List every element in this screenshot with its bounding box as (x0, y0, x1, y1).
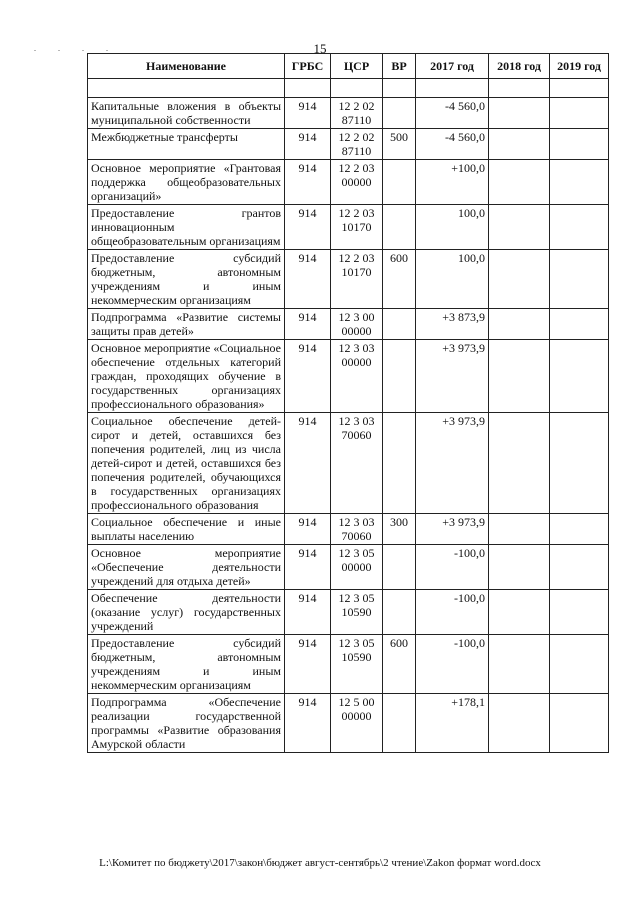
col-header-grbs: ГРБС (285, 54, 331, 79)
cell-grbs: 914 (285, 590, 331, 635)
col-header-2019: 2019 год (550, 54, 609, 79)
col-header-csr: ЦСР (331, 54, 383, 79)
cell-vr: 600 (383, 250, 416, 309)
cell-csr: 12 5 00 00000 (331, 694, 383, 753)
cell-2017: 100,0 (416, 205, 489, 250)
spacer-row (88, 79, 609, 98)
cell-2018 (489, 635, 550, 694)
table-row (88, 250, 609, 309)
cell-grbs: 914 (285, 250, 331, 309)
cell-2017: -100,0 (416, 635, 489, 694)
cell-2019 (550, 340, 609, 413)
cell-2018 (489, 590, 550, 635)
cell-2017: +3 973,9 (416, 514, 489, 545)
cell-2017: +100,0 (416, 160, 489, 205)
cell-grbs: 914 (285, 635, 331, 694)
cell-2017: +3 973,9 (416, 413, 489, 514)
col-header-name: Наименование (88, 54, 285, 79)
cell-2019 (550, 694, 609, 753)
cell-2018 (489, 205, 550, 250)
cell-2017: +178,1 (416, 694, 489, 753)
cell-2018 (489, 250, 550, 309)
cell-2018 (489, 413, 550, 514)
cell-grbs: 914 (285, 413, 331, 514)
table-row (88, 635, 609, 694)
table-row (88, 129, 609, 160)
cell-2018 (489, 545, 550, 590)
cell-2019 (550, 514, 609, 545)
cell-csr: 12 2 03 10170 (331, 205, 383, 250)
cell-2019 (550, 590, 609, 635)
cell-2018 (489, 160, 550, 205)
cell-name: Основное мероприятие «Обеспечение деятельности учреждений для отдыха детей» (88, 545, 285, 590)
cell-name: Межбюджетные трансферты (88, 129, 285, 160)
cell-2018 (489, 340, 550, 413)
table-row (88, 309, 609, 340)
cell-vr: 500 (383, 129, 416, 160)
cell-name: Предоставление грантов инновационным общеобразовательным организациям (88, 205, 285, 250)
cell-name: Подпрограмма «Обеспечение реализации государственной программы «Развитие образования Амурской области (88, 694, 285, 753)
cell-2019 (550, 413, 609, 514)
cell-2019 (550, 545, 609, 590)
cell-csr: 12 3 03 70060 (331, 514, 383, 545)
cell-name: Предоставление субсидий бюджетным, автономным учреждениям и иным некоммерческим организациям (88, 250, 285, 309)
cell-2017: -4 560,0 (416, 98, 489, 129)
cell-csr: 12 3 05 10590 (331, 590, 383, 635)
cell-name: Предоставление субсидий бюджетным, автономным учреждениям и иным некоммерческим организациям (88, 635, 285, 694)
cell-csr: 12 3 00 00000 (331, 309, 383, 340)
budget-table (87, 53, 609, 753)
col-header-2017: 2017 год (416, 54, 489, 79)
cell-2019 (550, 205, 609, 250)
cell-2018 (489, 98, 550, 129)
cell-2017: +3 973,9 (416, 340, 489, 413)
cell-2019 (550, 309, 609, 340)
cell-grbs: 914 (285, 514, 331, 545)
cell-grbs: 914 (285, 205, 331, 250)
cell-name: Социальное обеспечение и иные выплаты населению (88, 514, 285, 545)
cell-grbs: 914 (285, 309, 331, 340)
cell-grbs: 914 (285, 129, 331, 160)
cell-2017: 100,0 (416, 250, 489, 309)
table-row (88, 98, 609, 129)
cell-2017: +3 873,9 (416, 309, 489, 340)
table-row (88, 694, 609, 753)
table-row (88, 160, 609, 205)
cell-2019 (550, 250, 609, 309)
cell-vr (383, 545, 416, 590)
cell-name: Основное мероприятие «Грантовая поддержка общеобразовательных организаций» (88, 160, 285, 205)
cell-vr (383, 205, 416, 250)
cell-vr (383, 309, 416, 340)
cell-2018 (489, 129, 550, 160)
cell-2018 (489, 694, 550, 753)
table-row (88, 545, 609, 590)
cell-csr: 12 3 05 10590 (331, 635, 383, 694)
cell-vr: 600 (383, 635, 416, 694)
page-number: 15 (313, 41, 327, 56)
cell-2018 (489, 309, 550, 340)
cell-csr: 12 3 03 00000 (331, 340, 383, 413)
cell-2017: -100,0 (416, 590, 489, 635)
cell-2019 (550, 129, 609, 160)
cell-csr: 12 2 02 87110 (331, 129, 383, 160)
cell-csr: 12 3 05 00000 (331, 545, 383, 590)
cell-2019 (550, 160, 609, 205)
cell-2019 (550, 98, 609, 129)
col-header-2018: 2018 год (489, 54, 550, 79)
scan-specks: . . . . (34, 44, 118, 53)
cell-name: Социальное обеспечение детей-сирот и детей, оставшихся без попечения родителей, лиц из числа детей-сирот и детей, оставшихся без попечения родителей, обучающихся в государственных организациях профессионального образования (88, 413, 285, 514)
table-row (88, 413, 609, 514)
cell-grbs: 914 (285, 694, 331, 753)
cell-name: Подпрограмма «Развитие системы защиты прав детей» (88, 309, 285, 340)
cell-name: Капитальные вложения в объекты муниципальной собственности (88, 98, 285, 129)
cell-name: Обеспечение деятельности (оказание услуг) государственных учреждений (88, 590, 285, 635)
table-row (88, 205, 609, 250)
table-row (88, 340, 609, 413)
cell-vr (383, 98, 416, 129)
cell-csr: 12 3 03 70060 (331, 413, 383, 514)
cell-grbs: 914 (285, 545, 331, 590)
header-row (88, 54, 609, 79)
cell-vr (383, 694, 416, 753)
cell-vr (383, 160, 416, 205)
cell-csr: 12 2 02 87110 (331, 98, 383, 129)
footer-file-path: L:\Комитет по бюджету\2017\закон\бюджет август-сентябрь\2 чтение\Zakon формат word.docx (99, 857, 541, 869)
cell-vr: 300 (383, 514, 416, 545)
cell-2017: -4 560,0 (416, 129, 489, 160)
table-row (88, 514, 609, 545)
cell-vr (383, 590, 416, 635)
cell-2018 (489, 514, 550, 545)
table-row (88, 590, 609, 635)
cell-vr (383, 413, 416, 514)
cell-2019 (550, 635, 609, 694)
cell-2017: -100,0 (416, 545, 489, 590)
cell-csr: 12 2 03 00000 (331, 160, 383, 205)
col-header-vr: ВР (383, 54, 416, 79)
cell-vr (383, 340, 416, 413)
cell-name: Основное мероприятие «Социальное обеспечение отдельных категорий граждан, проходящих обучение в государственных организациях профессионального образования» (88, 340, 285, 413)
cell-grbs: 914 (285, 98, 331, 129)
cell-grbs: 914 (285, 160, 331, 205)
cell-grbs: 914 (285, 340, 331, 413)
cell-csr: 12 2 03 10170 (331, 250, 383, 309)
